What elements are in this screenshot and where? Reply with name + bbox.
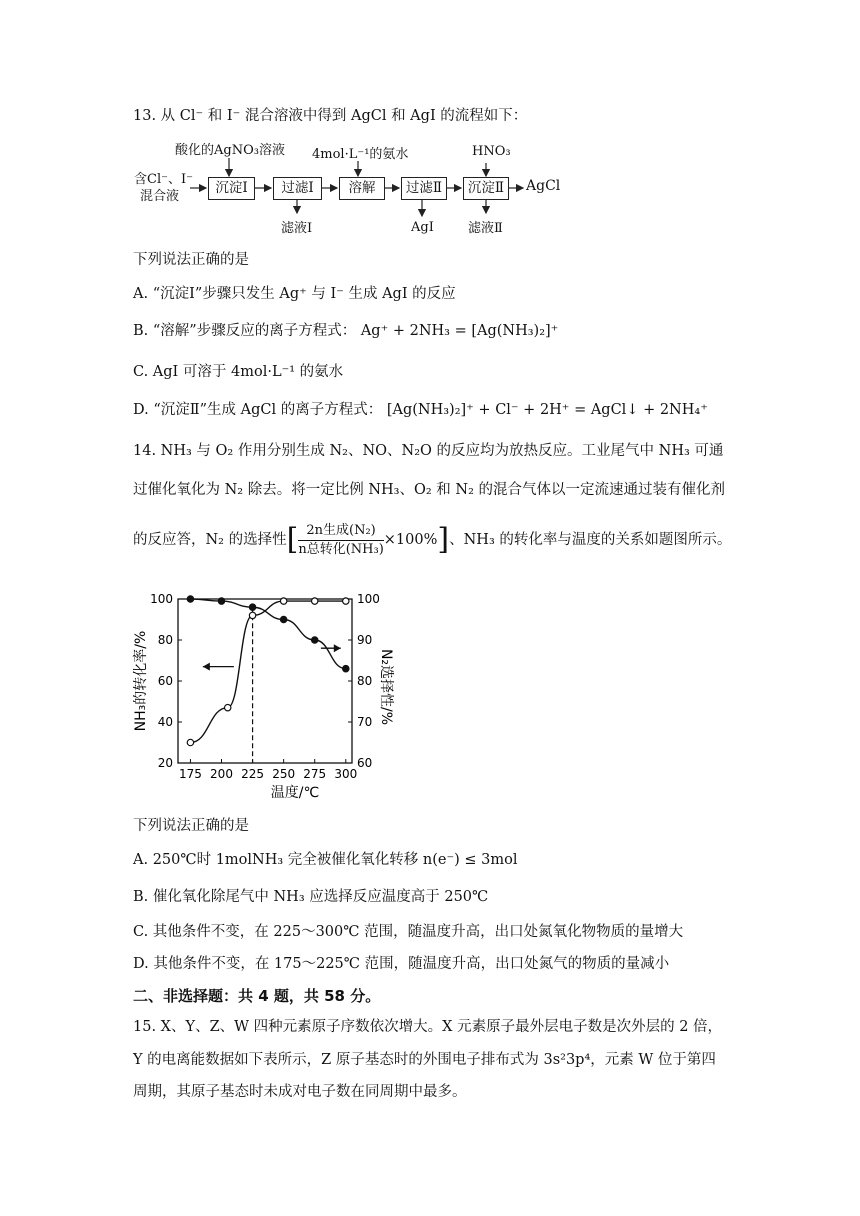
- q14-line3: [133, 520, 731, 560]
- fraction-numerator: 2n生成(N₂): [298, 522, 383, 541]
- right-axis-arrowhead: [334, 644, 341, 652]
- data-point: [225, 704, 231, 710]
- q13-option-b: [133, 321, 558, 341]
- left-bracket: [: [286, 522, 299, 557]
- q13-option-d: [133, 400, 708, 420]
- y-left-tick-label: 20: [157, 756, 173, 770]
- q14-prompt: 下列说法正确的是: [133, 818, 249, 834]
- data-point: [343, 666, 349, 672]
- q13-option-a: A. “沉淀Ⅰ”步骤只发生 Ag⁺ 与 I⁻ 生成 AgI 的反应: [133, 286, 456, 302]
- q14-line3-post: 、NH₃ 的转化率与温度的关系如题图所示。: [449, 532, 732, 548]
- series-line-2: [190, 599, 345, 669]
- q14-option-d: D. 其他条件不变，在 175～225℃ 范围，随温度升高，出口处氮气的物质的量减小: [133, 956, 670, 972]
- q15-line1: 15. X、Y、Z、W 四种元素原子序数依次增大。X 元素原子最外层电子数是次外层的 2 倍，: [133, 1019, 723, 1035]
- y-right-tick-label: 100: [357, 592, 380, 606]
- section-heading: 二、非选择题：共 4 题，共 58 分。: [133, 987, 381, 1005]
- step-precipitation-1: 沉淀Ⅰ: [208, 177, 255, 200]
- y-left-tick-label: 100: [150, 592, 173, 606]
- selectivity-fraction: [298, 522, 383, 559]
- data-point: [312, 637, 318, 643]
- q13-option-d-text: D. “沉淀Ⅱ”生成 AgCl 的离子方程式：: [133, 402, 383, 418]
- y-left-axis-label: NH₃的转化率/%: [133, 630, 149, 732]
- right-bracket: ]: [437, 522, 450, 557]
- solid-agi: AgI: [411, 220, 434, 235]
- input-line1: 含Cl⁻、I⁻: [134, 172, 193, 187]
- series-line-1: [190, 601, 345, 742]
- y-left-tick-label: 60: [157, 674, 173, 688]
- q15-line3: 周期，其原子基态时未成对电子数在同周期中最多。: [133, 1084, 467, 1100]
- q13-prompt: 下列说法正确的是: [133, 252, 249, 268]
- fraction-multiplier: ×100%: [383, 532, 438, 548]
- waste-filtrate-1: 滤液Ⅰ: [281, 221, 313, 236]
- q13-option-d-equation: [Ag(NH₃)₂]⁺ + Cl⁻ + 2H⁺ = AgCl↓ + 2NH₄⁺: [386, 402, 708, 418]
- q14-line2: 过催化氧化为 N₂ 除去。将一定比例 NH₃、O₂ 和 N₂ 的混合气体以一定流速通过装有催化剂: [133, 482, 725, 498]
- q14-line3-pre: 的反应答，N₂ 的选择性: [133, 532, 287, 548]
- data-point: [343, 598, 349, 604]
- data-point: [218, 598, 224, 604]
- y-left-tick-label: 40: [157, 715, 173, 729]
- y-right-tick-label: 80: [357, 674, 373, 688]
- step-dissolution: 溶解: [339, 177, 385, 200]
- waste-filtrate-2: 滤液Ⅱ: [468, 221, 503, 236]
- data-point: [280, 598, 286, 604]
- reagent-ammonia: 4mol·L⁻¹的氨水: [312, 147, 409, 162]
- nh3-conversion-chart: [130, 585, 420, 805]
- input-line2: 混合液: [140, 189, 180, 204]
- q13-option-b-text: B. “溶解”步骤反应的离子方程式：: [133, 323, 357, 339]
- q13-option-c: C. AgI 可溶于 4mol·L⁻¹ 的氨水: [133, 364, 344, 380]
- y-right-tick-label: 60: [357, 756, 373, 770]
- left-axis-arrowhead: [203, 663, 210, 671]
- reagent-acidified-agno3: 酸化的AgNO₃溶液: [175, 143, 285, 158]
- data-point: [280, 616, 286, 622]
- x-tick-label: 200: [210, 767, 233, 781]
- q13-stem: 13. 从 Cl⁻ 和 I⁻ 混合溶液中得到 AgCl 和 AgI 的流程如下：: [133, 108, 528, 124]
- q14-option-c: C. 其他条件不变，在 225～300℃ 范围，随温度升高，出口处氮氧化物物质的量增大: [133, 924, 684, 940]
- y-left-tick-label: 80: [157, 633, 173, 647]
- plot-frame: [178, 599, 352, 763]
- x-tick-label: 225: [241, 767, 265, 781]
- x-axis-label: 温度/℃: [270, 785, 320, 801]
- q13-option-b-equation: Ag⁺ + 2NH₃ = [Ag(NH₃)₂]⁺: [360, 323, 559, 339]
- output-agcl: AgCl: [526, 178, 561, 194]
- step-precipitation-2: 沉淀Ⅱ: [463, 177, 509, 200]
- q14-option-a: A. 250℃时 1molNH₃ 完全被催化氧化转移 n(e⁻) ≤ 3mol: [133, 852, 518, 868]
- x-tick-label: 275: [303, 767, 327, 781]
- data-point: [187, 596, 193, 602]
- data-point: [249, 604, 255, 610]
- q14-line1: 14. NH₃ 与 O₂ 作用分别生成 N₂、NO、N₂O 的反应均为放热反应。工业尾气中 NH₃ 可通: [133, 443, 724, 459]
- step-filtration-2: 过滤Ⅱ: [401, 177, 447, 200]
- x-tick-label: 250: [272, 767, 296, 781]
- data-point: [249, 612, 255, 618]
- y-right-tick-label: 90: [357, 633, 373, 647]
- step-filtration-1: 过滤Ⅰ: [273, 177, 322, 200]
- y-right-tick-label: 70: [357, 715, 373, 729]
- y-right-axis-label: N₂选择性/%: [378, 648, 394, 726]
- fraction-denominator: n总转化(NH₃): [298, 541, 384, 557]
- data-point: [312, 598, 318, 604]
- reagent-hno3: HNO₃: [472, 144, 511, 159]
- q15-line2: Y 的电离能数据如下表所示，Z 原子基态时的外围电子排布式为 3s²3p⁴，元素 W 位于第四: [133, 1052, 716, 1068]
- data-point: [187, 739, 193, 745]
- q14-option-b: B. 催化氧化除尾气中 NH₃ 应选择反应温度高于 250℃: [133, 889, 489, 905]
- x-tick-label: 300: [334, 767, 358, 781]
- x-tick-label: 175: [178, 767, 202, 781]
